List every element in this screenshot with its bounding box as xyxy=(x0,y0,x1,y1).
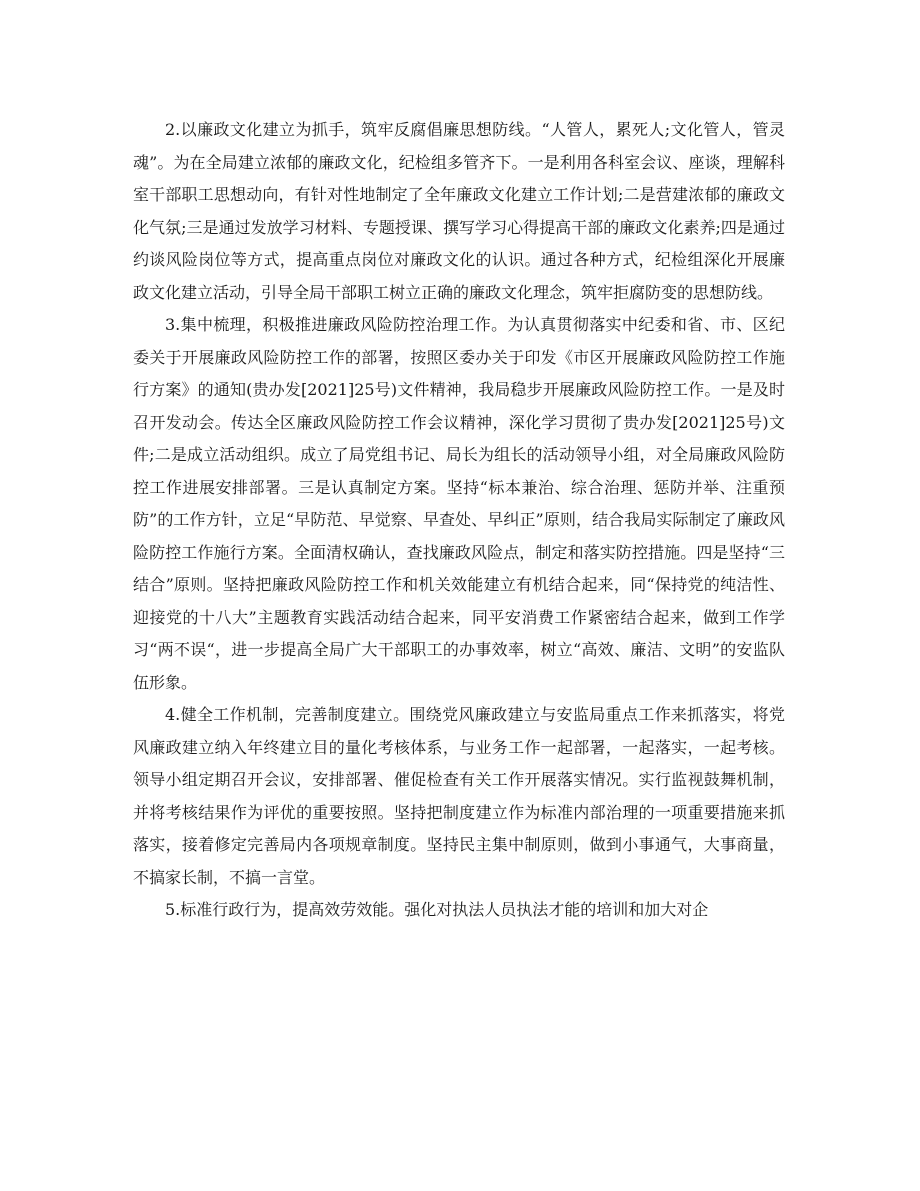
paragraph-4: 4.健全工作机制，完善制度建立。围绕党风廉政建立与安监局重点工作来抓落实，将党风廉政建立纳入年终建立目的量化考核体系，与业务工作一起部署，一起落实，一起考核。领导小组定期召开会议，安排部署、催促检查有关工作开展落实情况。实行监视鼓舞机制，并将考核结果作为评优的重要按照。坚持把制度建立作为标准内部治理的一项重要措施来抓落实，接着修定完善局内各项规章制度。坚持民主集中制原则，做到小事通气，大事商量，不搞家长制，不搞一言堂。 xyxy=(133,705,785,887)
paragraph-5: 5.标准行政行为，提高效劳效能。强化对执法人员执法才能的培训和加大对企 xyxy=(165,900,709,919)
paragraph-3: 3.集中梳理，积极推进廉政风险防控治理工作。为认真贯彻落实中纪委和省、市、区纪委关于开展廉政风险防控工作的部署，按照区委办关于印发《市区开展廉政风险防控工作施行方案》的通知(贵办发[2021]25号)文件精神，我局稳步开展廉政风险防控工作。一是及时召开发动会。传达全区廉政风险防控工作会议精神，深化学习贯彻了贵办发[2021]25号)文件;二是成立活动组织。成立了局党组书记、局长为组长的活动领导小组，对全局廉政风险防控工作进展安排部署。三是认真制定方案。坚持“标本兼治、综合治理、惩防并举、注重预防”的工作方针，立足“早防范、早觉察、早查处、早纠正”原则，结合我局实际制定了廉政风险防控工作施行方案。全面清权确认，查找廉政风险点，制定和落实防控措施。四是坚持“三结合”原则。坚持把廉政风险防控工作和机关效能建立有机结合起来，同“保持党的纯洁性、迎接党的十八大”主题教育实践活动结合起来，同平安消费工作紧密结合起来，做到工作学习“两不误“，进一步提高全局广大干部职工的办事效率，树立“高效、廉洁、文明”的安监队伍形象。 xyxy=(133,315,785,692)
paragraph-2: 2.以廉政文化建立为抓手，筑牢反腐倡廉思想防线。“人管人，累死人;文化管人，管灵魂”。为在全局建立浓郁的廉政文化，纪检组多管齐下。一是利用各科室会议、座谈，理解科室干部职工思想动向，有针对性地制定了全年廉政文化建立工作计划;二是营建浓郁的廉政文化气氛;三是通过发放学习材料、专题授课、撰写学习心得提高干部的廉政文化素养;四是通过约谈风险岗位等方式，提高重点岗位对廉政文化的认识。通过各种方式，纪检组深化开展廉政文化建立活动，引导全局干部职工树立正确的廉政文化理念，筑牢拒腐防变的思想防线。 xyxy=(133,120,785,302)
document-body xyxy=(133,114,785,927)
